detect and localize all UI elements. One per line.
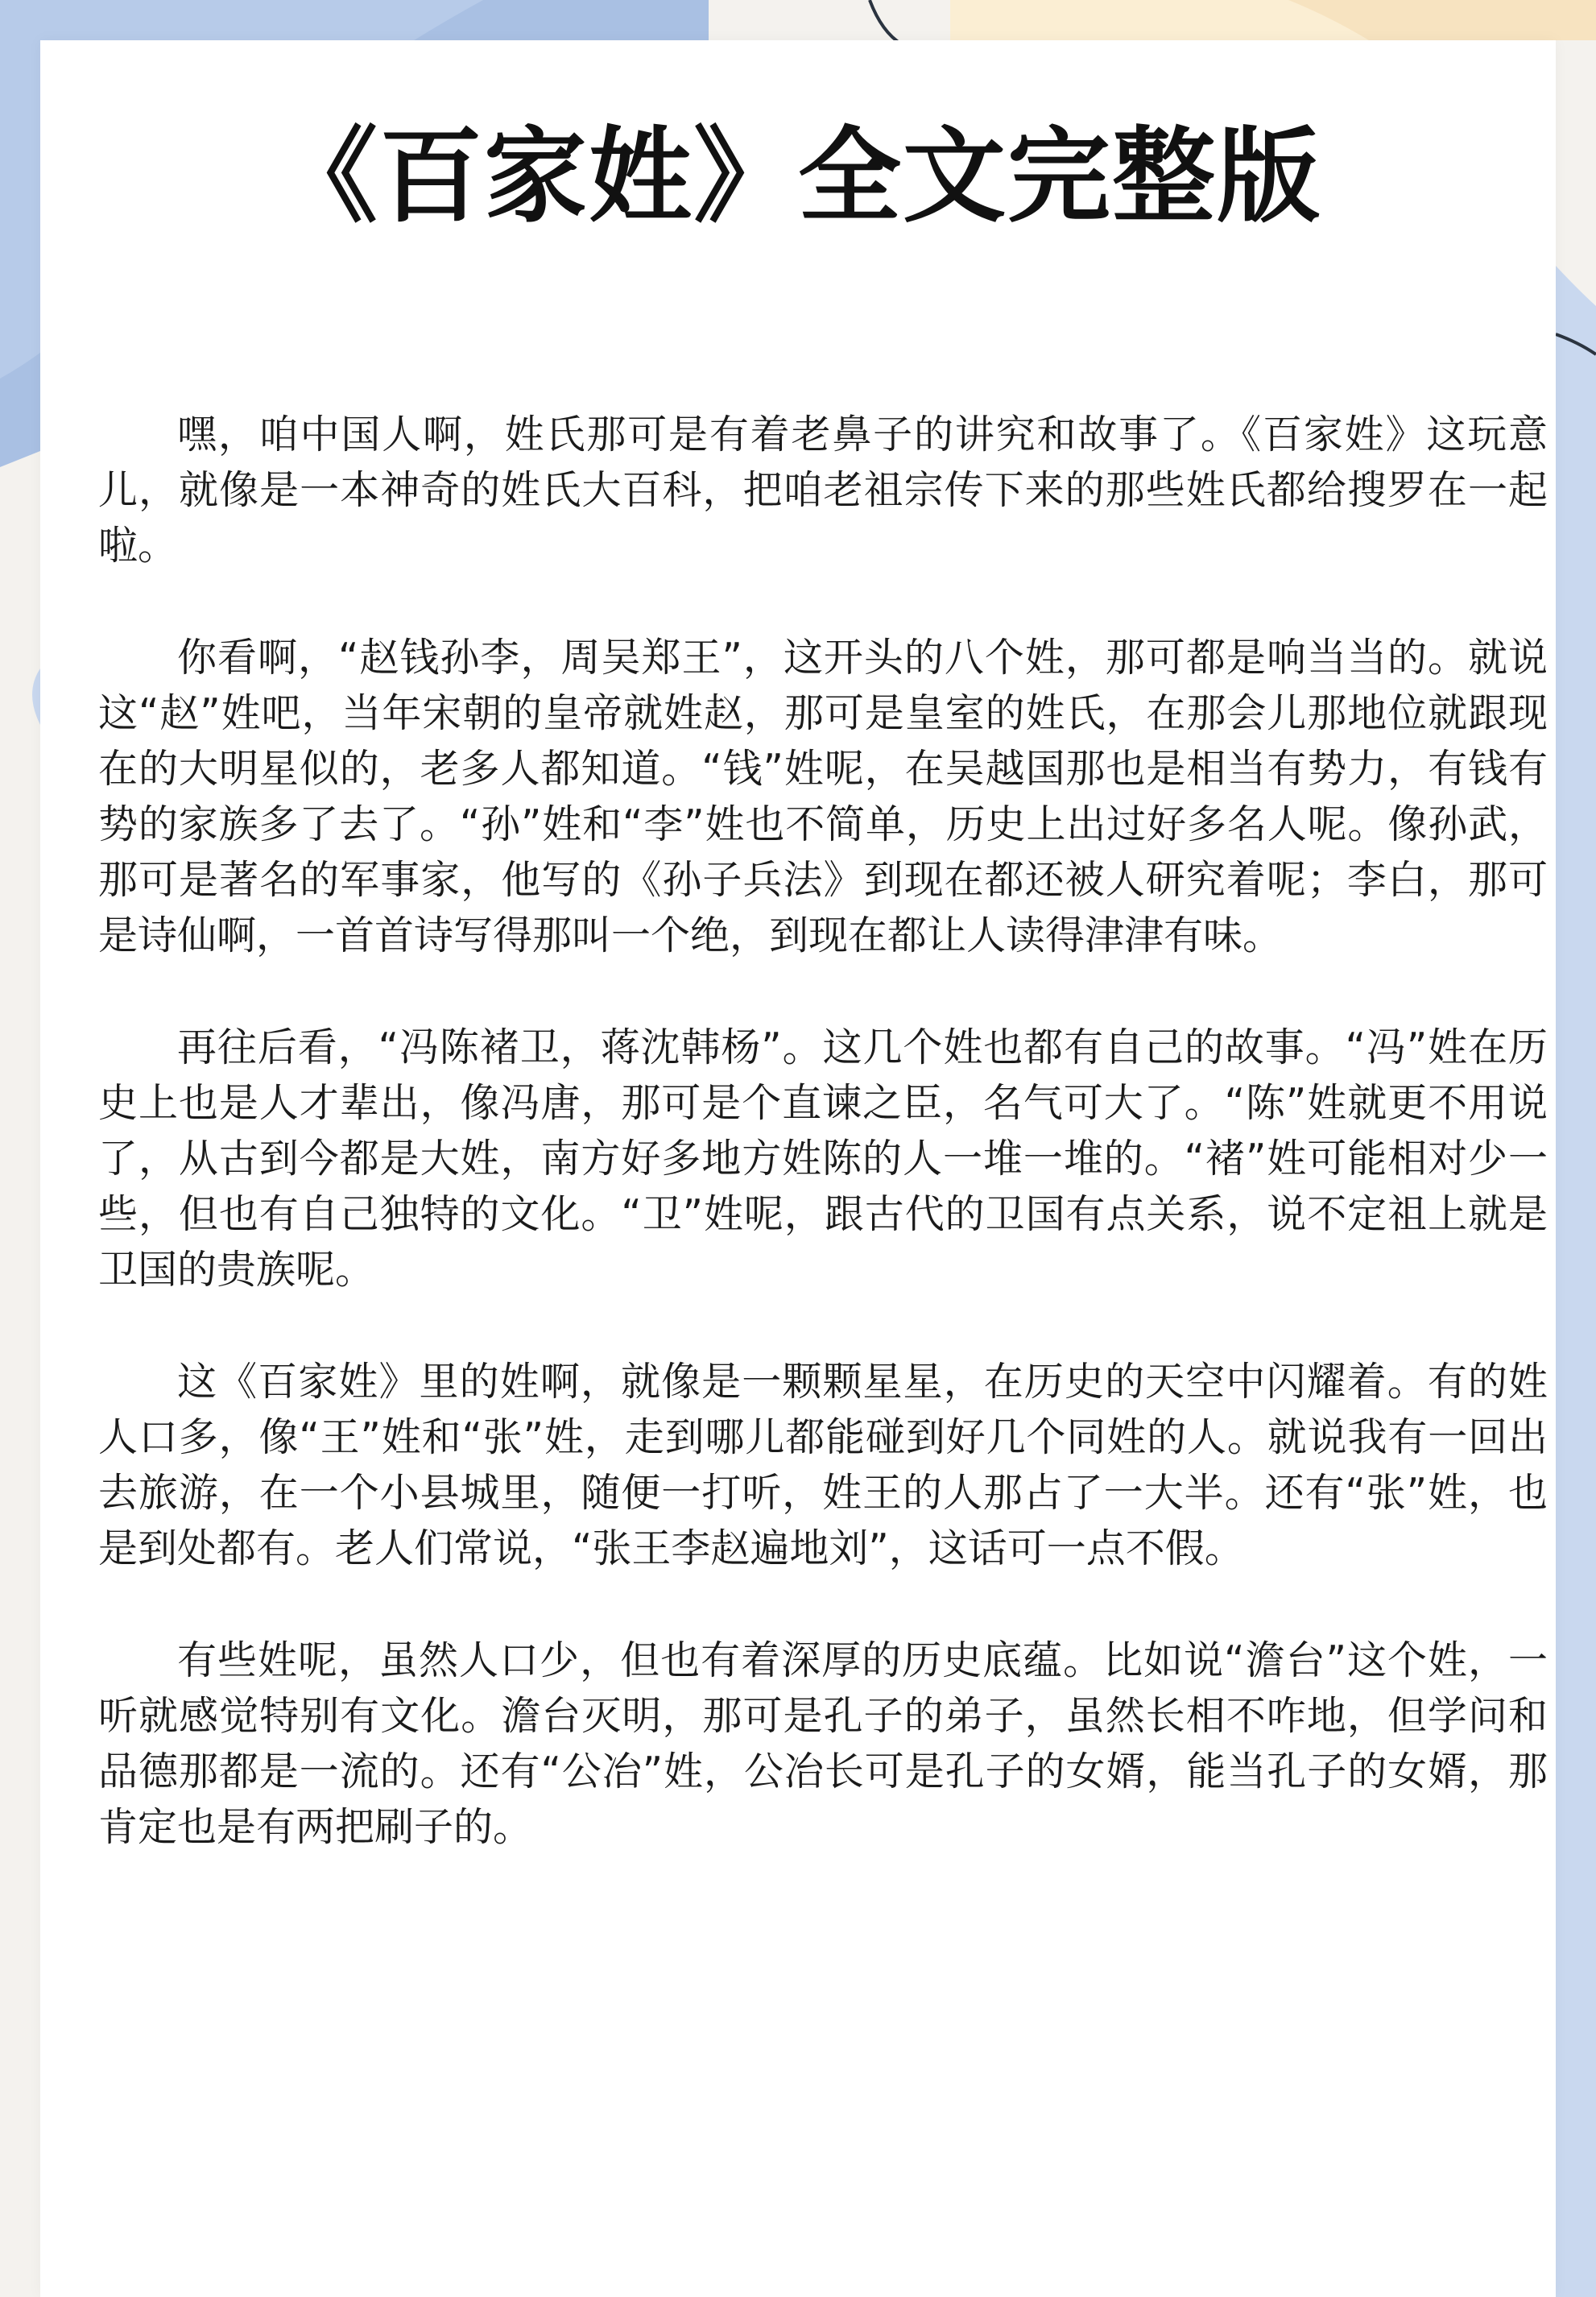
paragraph-5: 有些姓呢，虽然人口少，但也有着深厚的历史底蕴。比如说“澹台”这个姓，一听就感觉特别有文化。澹台灭明，那可是孔子的弟子，虽然长相不咋地，但学问和品德那都是一流的。还有“公冶”姓，公冶长可是孔子的女婿，能当孔子的女婿，那肯定也是有两把刷子的。 [98, 1637, 1548, 1850]
article-body [98, 407, 1548, 1911]
paragraph-1: 嘿，咱中国人啊，姓氏那可是有着老鼻子的讲究和故事了。《百家姓》这玩意儿，就像是一本神奇的姓氏大百科，把咱老祖宗传下来的那些姓氏都给搜罗在一起啦。 [98, 412, 1548, 569]
paragraph-4: 这《百家姓》里的姓啊，就像是一颗颗星星，在历史的天空中闪耀着。有的姓人口多，像“王”姓和“张”姓，走到哪儿都能碰到好几个同姓的人。就说我有一回出去旅游，在一个小县城里，随便一打听，姓王的人那占了一大半。还有“张”姓，也是到处都有。老人们常说，“张王李赵遍地刘”，这话可一点不假。 [98, 1359, 1548, 1571]
page-title: 《百家姓》全文完整版 [274, 117, 1321, 237]
paragraph-2: 你看啊，“赵钱孙李，周吴郑王”，这开头的八个姓，那可都是响当当的。就说这“赵”姓吧，当年宋朝的皇帝就姓赵，那可是皇室的姓氏，在那会儿那地位就跟现在的大明星似的，老多人都知道。“钱”姓呢，在吴越国那也是相当有势力，有钱有势的家族多了去了。“孙”姓和“李”姓也不简单，历史上出过好多名人呢。像孙武，那可是著名的军事家，他写的《孙子兵法》到现在都还被人研究着呢；李白，那可是诗仙啊，一首首诗写得那叫一个绝，到现在都让人读得津津有味。 [98, 635, 1548, 958]
document-page [40, 40, 1556, 2297]
paragraph-3: 再往后看，“冯陈褚卫，蒋沈韩杨”。这几个姓也都有自己的故事。“冯”姓在历史上也是人才辈出，像冯唐，那可是个直谏之臣，名气可大了。“陈”姓就更不用说了，从古到今都是大姓，南方好多地方姓陈的人一堆一堆的。“褚”姓可能相对少一些，但也有自己独特的文化。“卫”姓呢，跟古代的卫国有点关系，说不定祖上就是卫国的贵族呢。 [98, 1024, 1548, 1293]
